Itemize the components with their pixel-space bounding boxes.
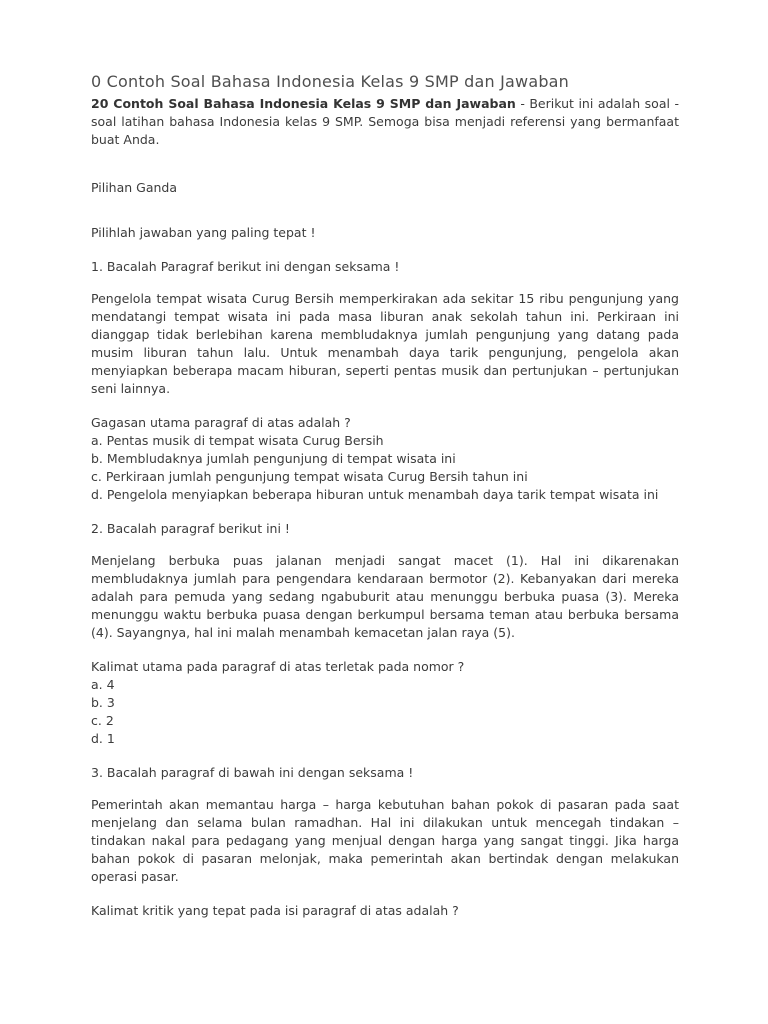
question-3-text: Kalimat kritik yang tepat pada isi paragraf di atas adalah ? [91, 903, 459, 918]
question-1-option-d: d. Pengelola menyiapkan beberapa hiburan untuk menambah daya tarik tempat wisata ini [91, 487, 659, 502]
question-block-3 [91, 764, 679, 920]
instruction-text: Pilihlah jawaban yang paling tepat ! [91, 225, 316, 240]
intro-paragraph [91, 95, 679, 149]
question-3-prompt: 3. Bacalah paragraf di bawah ini dengan seksama ! [91, 765, 414, 780]
question-2-option-d: d. 1 [91, 731, 115, 746]
section-heading: Pilihan Ganda [91, 180, 178, 195]
question-1-text: Gagasan utama paragraf di atas adalah ? [91, 415, 351, 430]
question-block-2 [91, 520, 679, 748]
question-1-option-c: c. Perkiraan jumlah pengunjung tempat wisata Curug Bersih tahun ini [91, 469, 528, 484]
question-3-passage: Pemerintah akan memantau harga – harga kebutuhan bahan pokok di pasaran pada saat menjelang dan selama bulan ramadhan. Hal ini dilakukan untuk mencegah tindakan – tindakan nakal para pedagang yang menjual dengan harga yang sangat tinggi. Jika harga bahan pokok di pasaran melonjak, maka pemerintah akan bertindak dengan melakukan operasi pasar. [91, 797, 679, 884]
question-1-prompt: 1. Bacalah Paragraf berikut ini dengan seksama ! [91, 259, 400, 274]
question-2-option-c: c. 2 [91, 713, 114, 728]
page-title: 0 Contoh Soal Bahasa Indonesia Kelas 9 SMP dan Jawaban [91, 72, 570, 91]
question-1-option-b: b. Membludaknya jumlah pengunjung di tempat wisata ini [91, 451, 456, 466]
intro-bold-text: 20 Contoh Soal Bahasa Indonesia Kelas 9 SMP dan Jawaban [91, 96, 516, 111]
question-2-option-b: b. 3 [91, 695, 115, 710]
question-2-prompt: 2. Bacalah paragraf berikut ini ! [91, 521, 290, 536]
question-1-passage: Pengelola tempat wisata Curug Bersih memperkirakan ada sekitar 15 ribu pengunjung yang mendatangi tempat wisata ini pada masa liburan anak sekolah tahun ini. Perkiraan ini dianggap tidak berlebihan karena membludaknya jumlah pengunjung yang datang pada musim liburan tahun lalu. Untuk menambah daya tarik pengunjung, pengelola akan menyiapkan beberapa macam hiburan, seperti pentas musik dan pertunjukan – pertunjukan seni lainnya. [91, 291, 679, 396]
question-2-option-a: a. 4 [91, 677, 115, 692]
question-1-option-a: a. Pentas musik di tempat wisata Curug Bersih [91, 433, 384, 448]
question-block-1 [91, 258, 679, 504]
question-2-passage: Menjelang berbuka puas jalanan menjadi sangat macet (1). Hal ini dikarenakan membludaknya jumlah para pengendara kendaraan bermotor (2). Kebanyakan dari mereka adalah para pemuda yang sedang ngabuburit atau menunggu berbuka puasa (3). Mereka menunggu waktu berbuka puasa dengan berkumpul bersama teman atau berbuka bersama (4). Sayangnya, hal ini malah menambah kemacetan jalan raya (5). [91, 553, 679, 640]
question-2-text: Kalimat utama pada paragraf di atas terletak pada nomor ? [91, 659, 465, 674]
intro-text: - Berikut ini adalah soal - soal latihan bahasa Indonesia kelas 9 SMP. Semoga bisa menjadi referensi yang bermanfaat buat Anda. [91, 96, 679, 147]
